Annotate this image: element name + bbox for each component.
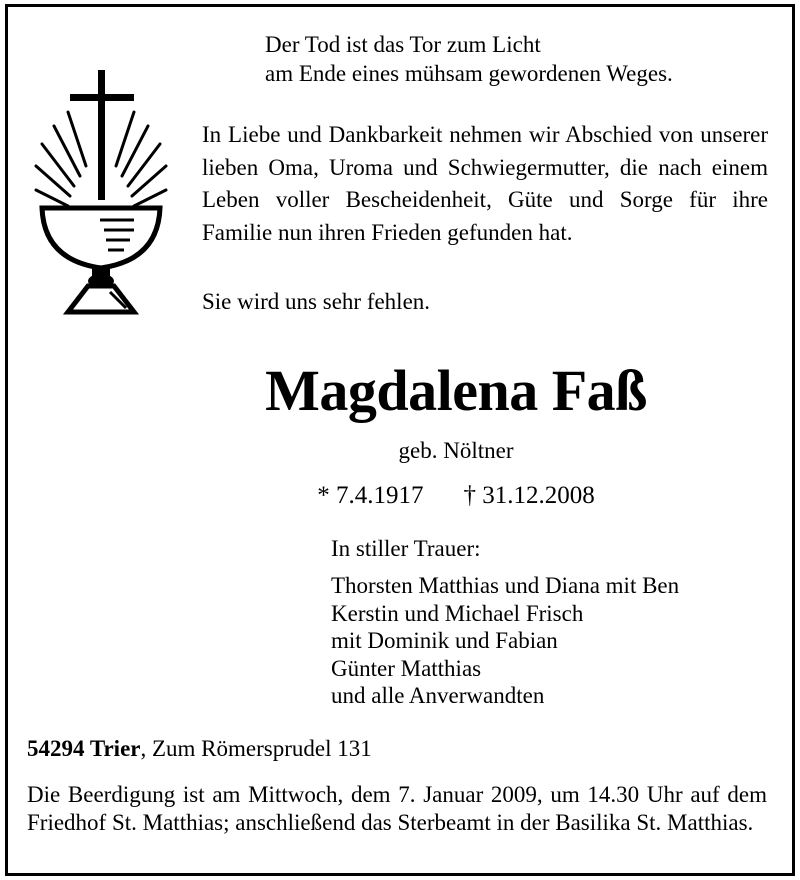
- closing-line: Sie wird uns sehr fehlen.: [202, 289, 431, 314]
- opening-quote: [265, 30, 673, 88]
- birth-date: * 7.4.1917: [317, 482, 424, 509]
- address-city: 54294 Trier: [27, 736, 141, 761]
- address-street: , Zum Römersprudel 131: [140, 736, 372, 761]
- deceased-name: Magdalena Faß: [265, 358, 647, 423]
- mourner-line: und alle Anverwandten: [331, 683, 545, 709]
- cross-chalice-icon: [30, 68, 170, 318]
- mourners-list: [331, 572, 679, 710]
- intro-paragraph: In Liebe und Dankbarkeit nehmen wir Abschied von unserer lieben Oma, Uroma und Schwiegermutter, die nach einem Leben voller Bescheidenheit, Güte und Sorge für ihre Familie nun ihren Frieden gefunden hat.: [202, 122, 768, 245]
- mourner-line: Thorsten Matthias und Diana mit Ben: [331, 573, 680, 598]
- mourner-line: Kerstin und Michael Frisch: [331, 600, 584, 626]
- quote-line-2: am Ende eines mühsam gewordenen Weges.: [265, 61, 673, 86]
- life-dates: [200, 480, 712, 512]
- mourner-line: mit Dominik und Fabian: [331, 628, 558, 654]
- mourners-heading: In stiller Trauer:: [331, 536, 481, 561]
- mourner-line: Günter Matthias: [331, 655, 482, 681]
- funeral-details: Die Beerdigung ist am Mittwoch, dem 7. Januar 2009, um 14.30 Uhr auf dem Friedhof St. Matthias; anschließend das Sterbeamt in der Basilika St. Matthias.: [27, 782, 767, 835]
- quote-line-1: Der Tod ist das Tor zum Licht: [265, 32, 541, 57]
- death-date: † 31.12.2008: [463, 482, 595, 509]
- address: [27, 734, 372, 764]
- maiden-name: geb. Nöltner: [398, 438, 514, 463]
